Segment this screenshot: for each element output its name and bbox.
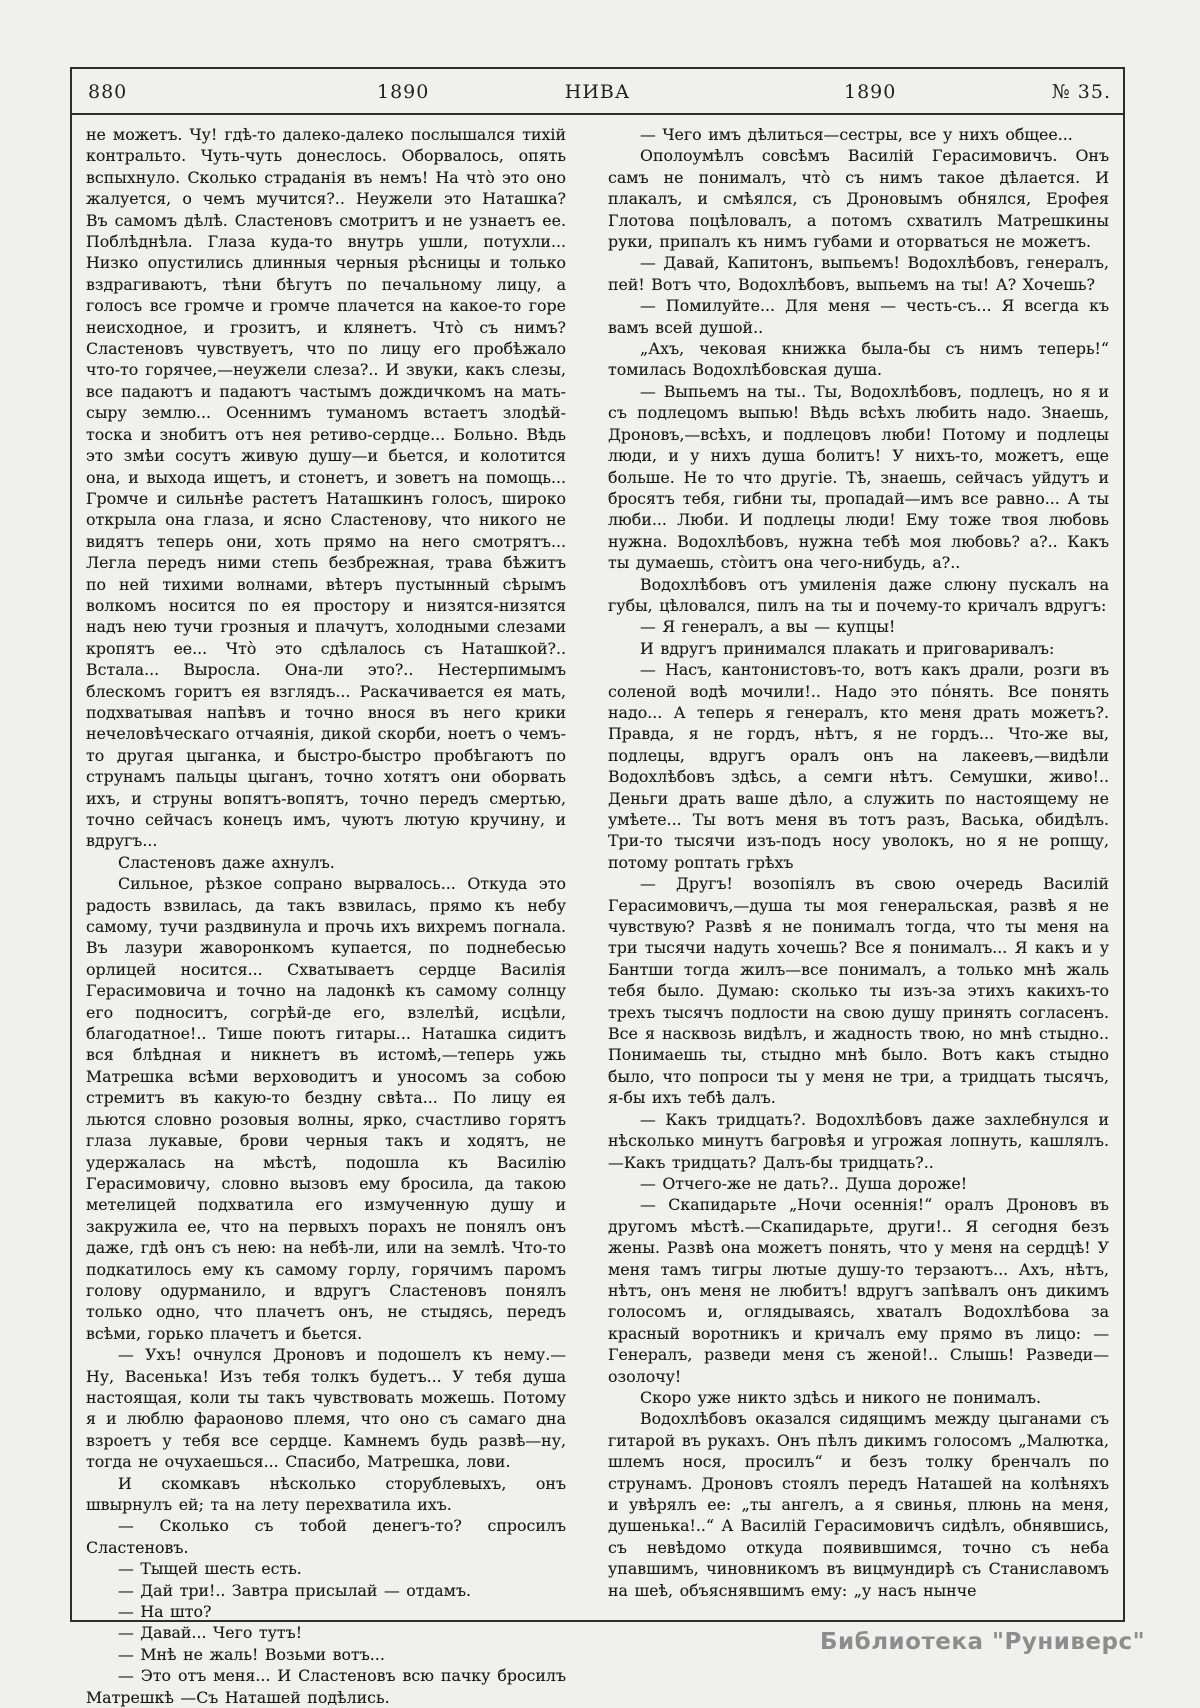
paragraph: — Мнѣ не жаль! Возьми вотъ...: [118, 1644, 385, 1664]
paragraph: Сластеновъ даже ахнулъ.: [118, 852, 335, 872]
paragraph: Сильное, рѣзкое сопрано вырвалось... Откуда это радость взвилась, да такъ взвилась, прямо къ небу самому, тучи раздвинула и прочь ихъ вихремъ погнала. Въ лазури жаворонкомъ купается, по поднебесью орлицей носится... Схватываетъ сердце Василія Герасимовича и точно на ладонкѣ къ самому солнцу его подноситъ, согрѣй-де его, взлелѣй, исцѣли, благодатное!.. Тише поютъ гитары... Наташка сидитъ вся блѣдная и никнетъ въ истомѣ,—теперь ужь Матрешка всѣми верховодитъ и уносомъ за собою стремитъ въ какую-то бездну свѣта... По лицу ея льются словно розовыя волны, ярко, счастливо горятъ глаза лукавые, брови черныя такъ и ходятъ, не удержалась на мѣстѣ, подошла къ Василію Герасимовичу, словно вызовъ ему бросила, да такою метелицей подхватила его измученную душу и закружила ее, что на первыхъ порахъ не понялъ онъ даже, гдѣ онъ съ нею: на небѣ-ли, или на землѣ. Что-то подкатилось ему къ самому горлу, горячимъ паромъ голову одурманило, и вдругъ Сластеновъ понялъ только одно, что плачетъ онъ, не стыдясь, передъ всѣми, горько плачетъ и бьется.: [86, 874, 567, 1343]
paragraph: Ополоумѣлъ совсѣмъ Василій Герасимовичъ. Онъ самъ не понималъ, что̀ съ нимъ такое дѣлается. И плакалъ, и смѣялся, съ Дроновымъ обнялся, Ерофея Глотова поцѣловалъ, а потомъ схватилъ Матрешкины руки, припалъ къ нимъ губами и оторваться не можетъ.: [608, 146, 1109, 252]
year-right: 1890: [844, 81, 897, 103]
page-header: [72, 69, 1123, 115]
library-watermark: Библиотека "Руниверс": [820, 1629, 1146, 1655]
paragraph: „Ахъ, чековая книжка была-бы съ нимъ теперь!“ томилась Водохлѣбовская душа.: [608, 339, 1109, 380]
paragraph: — Помилуйте... Для меня — честь-съ... Я всегда къ вамъ всей душой..: [608, 296, 1109, 337]
paragraph: Скоро уже никто здѣсь и никого не понималъ.: [640, 1387, 1041, 1407]
paragraph: — Это отъ меня... И Сластеновъ всю пачку бросилъ Матрешкѣ —Съ Наташей подѣлись.: [86, 1666, 567, 1707]
paragraph: — Насъ, кантонистовъ-то, вотъ какъ драли, розги въ соленой водѣ мочили!.. Надо это по́нять. Все понять надо... А теперь я генералъ, кто меня драть можетъ?. Правда, я не гордъ, нѣтъ, я не гордъ... Что-же вы, подлецы, вдругъ оралъ онъ на лакеевъ,—видѣли Водохлѣбовъ здѣсь, а семги нѣтъ. Семушки, живо!.. Деньги драть ваше дѣло, а служить по настоящему не умѣете... Ты вотъ меня въ тотъ разъ, Васька, обидѣлъ. Три-то тысячи изъ-подъ носу уволокъ, но я не ропщу, потому роптать грѣхъ: [608, 660, 1109, 872]
paragraph: — Чего имъ дѣлиться—сестры, все у нихъ общее...: [640, 125, 1073, 144]
magazine-title: НИВА: [564, 81, 631, 103]
right-column: [608, 124, 1109, 1616]
paragraph: — Я генералъ, а вы — купцы!: [640, 617, 896, 637]
paragraph: — Выпьемъ на ты.. Ты, Водохлѣбовъ, подлецъ, но я и съ подлецомъ выпью! Вѣдь всѣхъ любить надо. Знаешь, Дроновъ,—всѣхъ, и подлецовъ люби! Потому и подлецы люди, и у нихъ душа болитъ! У нихъ-то, можетъ, еще больше. Не то что другіе. Тѣ, знаешь, сейчасъ уйдутъ и бросятъ тебя, гибни ты, пропадай—имъ все равно... А ты люби... Люби. И подлецы люди! Ему тоже твоя любовь нужна. Водохлѣбовъ, нужна тебѣ моя любовь? а?.. Какъ ты думаешь, сто̀итъ она чего-нибудь, а?..: [608, 381, 1109, 573]
left-column: [86, 124, 567, 1707]
paragraph: — Дай три!.. Завтра присылай — отдамъ.: [118, 1580, 472, 1600]
paragraph: — Сколько съ тобой денегъ-то? спросилъ Сластеновъ.: [86, 1516, 567, 1557]
paragraph: Водохлѣбовъ отъ умиленія даже слюну пускалъ на губы, цѣловался, пилъ на ты и почему-то кричалъ вдругъ:: [608, 574, 1109, 615]
paragraph: Водохлѣбовъ оказался сидящимъ между цыганами съ гитарой въ рукахъ. Онъ пѣлъ дикимъ голосомъ „Малютка, шлемъ нося, просилъ“ и безъ толку бренчалъ по струнамъ. Дроновъ стоялъ передъ Наташей на колѣняхъ и увѣрялъ ее: „ты ангелъ, а я свинья, плюнь на меня, душенька!..“ А Василій Герасимовичъ сидѣлъ, обнявшись, съ невѣдомо откуда появившимся, точно съ неба упавшимъ, чиновникомъ въ вицмундирѣ съ Станиславомъ на шеѣ, объяснявшимъ ему: „у насъ нынче: [608, 1409, 1109, 1600]
paragraph: — Другъ! возопіялъ въ свою очередь Василій Герасимовичъ,—душа ты моя генеральская, развѣ я не чувствую? Развѣ я не понималъ тогда, что ты меня на три тысячи надуть хочешь? Все я понималъ... Я какъ и у Бантши тогда жилъ—все понималъ, а только мнѣ жаль тебя было. Думаю: сколько ты изъ-за этихъ какихъ-то трехъ тысячъ подлости на свою душу принять согласенъ. Все я насквозь видѣлъ, и жадность твою, но мнѣ стыдно.. Понимаешь ты, стыдно мнѣ было. Вотъ какъ стыдно было, что попроси ты у меня не три, а тридцать тысячъ, я-бы ихъ тебѣ далъ.: [608, 874, 1109, 1108]
paragraph: И скомкавъ нѣсколько сторублевыхъ, онъ швырнулъ ей; та на лету перехватила ихъ.: [86, 1473, 567, 1514]
issue-number: № 35.: [1051, 81, 1111, 103]
paragraph: не можетъ. Чу! гдѣ-то далеко-далеко послышался тихій контральто. Чуть-чуть донеслось. Оборвалось, опять вспыхнуло. Сколько страданія въ немъ! На что̀ это оно жалуется, о чемъ мучится?.. Неужели это Наташка? Въ самомъ дѣлѣ. Сластеновъ смотритъ и не узнаетъ ее. Поблѣднѣла. Глаза куда-то внутрь ушли, потухли... Низко опустились длинныя черныя рѣсницы и только вздрагиваютъ, тѣни бѣгутъ по печальному лицу, а голосъ все громче и громче плачется на какое-то горе неисходное, и грозитъ, и клянетъ. Что̀ съ нимъ? Сластеновъ чувствуетъ, что по лицу его пробѣжало что-то горячее,—неужели слеза?.. И звуки, какъ слезы, все падаютъ и падаютъ частымъ дождичкомъ на мать-сыру землю... Осеннимъ туманомъ встаетъ злодѣй-тоска и знобитъ отъ нея ретиво-сердце... Больно. Вѣдь это змѣи сосутъ живую душу—и бьется, и колотится она, и выхода ищетъ, и стонетъ, и зоветъ на помощь... Громче и сильнѣе растетъ Наташкинъ голосъ, широко открыла она глаза, и ясно Сластенову, что никого не видятъ теперь они, хоть прямо на него смотрятъ... Легла передъ ними степь безбрежная, трава бѣжитъ по ней тихими волнами, вѣтеръ пустынный сѣрымъ волкомъ носится по ея простору и низятся-низятся надъ нею тучи грозныя и плачутъ, холодными слезами кропятъ ее... Что̀ это сдѣлалось съ Наташкой?.. Встала... Выросла. Она-ли это?.. Нестерпимымъ блескомъ горитъ ея взглядъ... Раскачивается ея мать, подхватывая напѣвъ и точно внося въ него крики нечеловѣческаго отчаянія, дикой скорби, ноетъ о чемъ-то другая цыганка, и быстро-быстро пробѣгаютъ по струнамъ пальцы цыганъ, точно хотятъ они оборвать ихъ, и струны вопятъ-вопятъ, точно передъ смертью, точно сейчасъ конецъ имъ, чуютъ лютую кручину, и вдругъ...: [86, 125, 567, 851]
paragraph: — На што?: [118, 1602, 212, 1622]
paragraph: — Давай, Капитонъ, выпьемъ! Водохлѣбовъ, генералъ, пей! Вотъ что, Водохлѣбовъ, выпьемъ на ты! А? Хочешь?: [608, 253, 1109, 294]
paragraph: — Ухъ! очнулся Дроновъ и подошелъ къ нему.— Ну, Васенька! Изъ тебя толкъ будетъ... У тебя душа настоящая, коли ты такъ чувствовать можешь. Потому я и люблю фараоново племя, что оно съ самаго дна взроетъ у тебя все сердце. Камнемъ будь развѣ—ну, тогда не очухаешься... Спасибо, Матрешка, лови.: [86, 1345, 567, 1472]
paragraph: — Тыщей шесть есть.: [118, 1559, 302, 1579]
paragraph: — Давай... Чего тутъ!: [118, 1623, 303, 1643]
paragraph: — Отчего-же не дать?.. Душа дороже!: [640, 1173, 968, 1193]
paragraph: — Скапидарьте „Ночи осеннія!“ оралъ Дроновъ въ другомъ мѣстѣ.—Скапидарьте, други!.. Я сегодня безъ жены. Развѣ она можетъ понять, что у меня на сердцѣ! У меня тамъ тигры лютые душу-то терзаютъ... Ахъ, нѣтъ, нѣтъ, онъ меня не любитъ! вдругъ запѣвалъ онъ дикимъ голосомъ и, оглядываясь, хваталъ Водохлѣбова за красный воротникъ и кричалъ ему прямо въ лицо: — Генералъ, разведи меня съ женой!.. Слышь! Разведи—озолочу!: [608, 1195, 1109, 1386]
page-number: 880: [88, 81, 128, 103]
year-left: 1890: [377, 81, 430, 103]
paragraph: И вдругъ принимался плакать и приговаривалъ:: [640, 638, 1055, 658]
paragraph: — Какъ тридцать?. Водохлѣбовъ даже захлебнулся и нѣсколько минутъ багровѣя и угрожая лопнуть, кашлялъ.—Какъ тридцать? Далъ-бы тридцать?..: [608, 1109, 1109, 1172]
